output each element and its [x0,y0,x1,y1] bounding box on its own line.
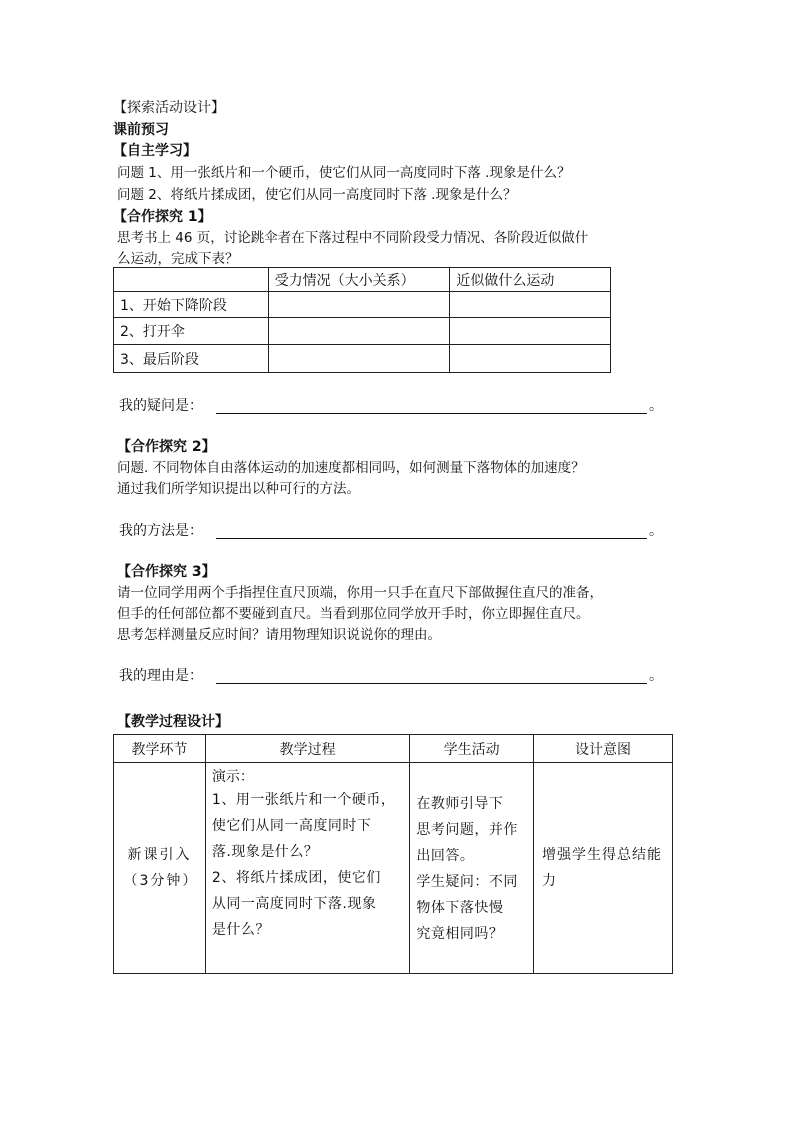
process-line: 1、用一张纸片和一个硬币， [211,792,396,808]
table-cell[interactable] [268,345,450,373]
reason-end-mark: 。 [649,668,663,684]
doubt-label: 我的疑问是： [119,398,203,414]
activity-line: 思考问题，并作 [416,822,518,838]
table-header-cell: 设计意图 [534,735,673,763]
table-header-cell: 教学过程 [205,735,409,763]
intent-text: 增强学生得总结能力 [542,847,663,889]
activity-line: 究竟相同吗？ [416,926,504,942]
coop2-line1: 问题. 不同物体自由落体运动的加速度都相同吗，如何测量下落物体的加速度？ [117,460,585,476]
coop3-heading: 【合作探究 3】 [117,564,216,580]
doubt-end-mark: 。 [649,398,663,414]
process-cell [205,763,409,974]
activity-line: 出回答。 [416,848,475,864]
stage-cell [114,763,206,974]
table-cell[interactable] [450,318,611,345]
activity-cell [410,763,534,974]
self-study-heading: 【自主学习】 [113,143,197,159]
coop1-text-line1: 思考书上 46 页，讨论跳伞者在下落过程中不同阶段受力情况、各阶段近似做什 [117,230,589,246]
method-label: 我的方法是： [119,523,203,539]
table-row [114,763,673,974]
activity-line: 在教师引导下 [416,796,504,812]
coop3-line1: 请一位同学用两个手指捏住直尺顶端，你用一只手在直尺下部做握住直尺的准备， [117,585,603,601]
activity-line: 物体下落快慢 [416,900,504,916]
coop2-heading: 【合作探究 2】 [117,439,216,455]
coop1-heading: 【合作探究 1】 [113,209,212,225]
reason-answer-line[interactable] [216,683,647,684]
design-heading: 【探索活动设计】 [113,100,225,116]
teaching-heading: 【教学过程设计】 [117,714,229,730]
table-header-cell: 教学环节 [114,735,206,763]
table-header-row [114,268,611,292]
method-end-mark: 。 [649,523,663,539]
table-row [114,318,611,345]
table-cell[interactable] [268,318,450,345]
activity-line: 学生疑问：不同 [416,874,518,890]
table-header-row [114,735,673,763]
process-line: 从同一高度同时下落.现象 [211,896,377,912]
coop3-line3: 思考怎样测量反应时间？请用物理知识说说你的理由。 [117,627,441,643]
process-line: 2、将纸片揉成团，使它们 [211,870,381,886]
table-header-cell [114,268,269,292]
intent-cell [534,763,673,974]
coop1-text-line2: 么运动，完成下表？ [117,251,239,267]
table-cell: 1、开始下降阶段 [114,292,269,318]
process-line: 落.现象是什么？ [211,844,319,860]
method-answer-line[interactable] [216,538,647,539]
stage-text: 新课引入（3分钟） [123,847,199,889]
process-line: 使它们从同一高度同时下 [211,818,372,834]
reason-label: 我的理由是： [119,668,203,684]
doubt-answer-line[interactable] [216,413,647,414]
preview-heading: 课前预习 [113,122,169,138]
table-header-cell: 受力情况（大小关系） [268,268,450,292]
stage-analysis-table [113,267,611,373]
table-cell: 3、最后阶段 [114,345,269,373]
process-line: 演示： [211,769,254,785]
question-1: 问题 1、用一张纸片和一个硬币，使它们从同一高度同时下落 .现象是什么？ [117,165,571,181]
table-row [114,292,611,318]
process-line: 是什么？ [211,922,270,938]
table-row [114,345,611,373]
table-cell[interactable] [268,292,450,318]
coop2-line2: 通过我们所学知识提出以种可行的方法。 [117,481,360,497]
table-cell: 2、打开伞 [114,318,269,345]
table-header-cell: 近似做什么运动 [450,268,611,292]
table-header-cell: 学生活动 [410,735,534,763]
question-2: 问题 2、将纸片揉成团，使它们从同一高度同时下落 .现象是什么？ [117,187,517,203]
table-cell[interactable] [450,292,611,318]
table-cell[interactable] [450,345,611,373]
coop3-line2: 但手的任何部位都不要碰到直尺。当看到那位同学放开手时，你立即握住直尺。 [117,606,590,622]
teaching-process-table [113,734,673,974]
